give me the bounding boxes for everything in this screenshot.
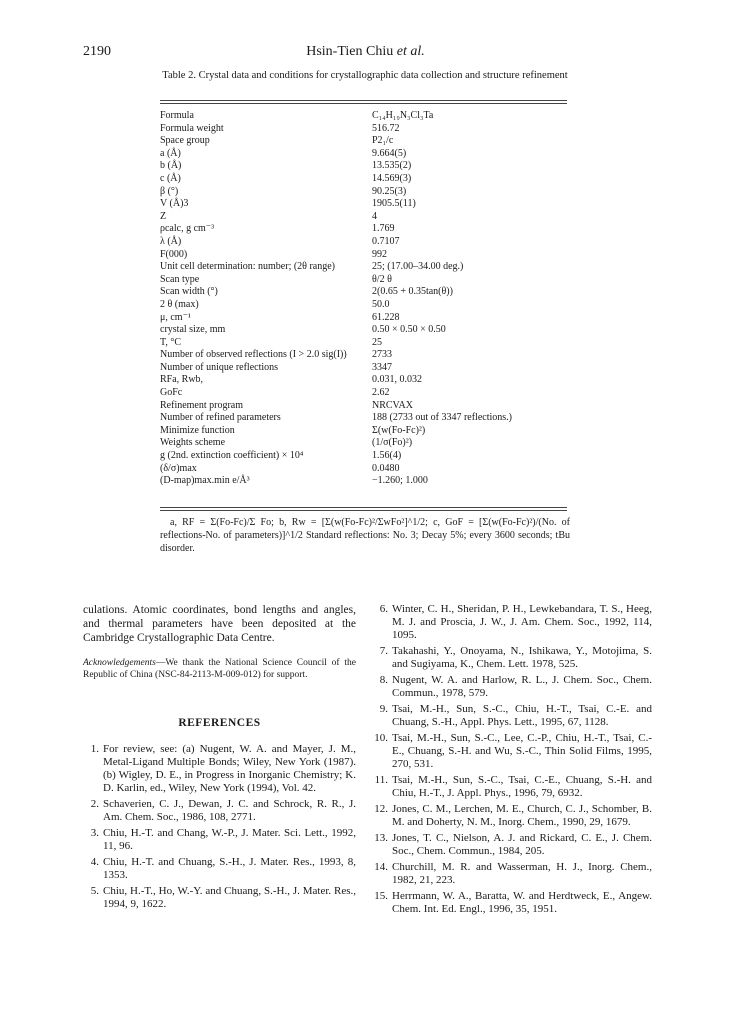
parameter-value: 9.664(5): [372, 147, 407, 159]
page-number: 2190: [83, 44, 111, 59]
parameter-label: RFa, Rwb,: [160, 374, 204, 386]
parameter-value: 14.569(3): [372, 172, 412, 184]
parameter-value: 3347: [372, 361, 392, 373]
reference-text: Jones, T. C., Nielson, A. J. and Rickard, C. E., J. Chem. Soc., Chem. Commun., 1984, 205.: [392, 832, 652, 857]
ack-text: —We thank the National Science Council of the Republic of China (NSC-84-2113-M-009-012) for support.: [83, 658, 356, 680]
crystal-data-table: [160, 110, 570, 488]
reference-number: 1.: [90, 743, 99, 755]
parameter-value: P2₁/c: [372, 135, 394, 147]
table-top-rule-2: [160, 103, 567, 104]
reference-text: Chiu, H.-T. and Chang, W.-P., J. Mater. Sci. Lett., 1992, 11, 96.: [103, 827, 356, 852]
reference-text: Herrmann, W. A., Baratta, W. and Herdtweck, E., Angew. Chem. Int. Ed. Engl., 1996, 35, 1951.: [392, 890, 652, 915]
reference-item: [370, 732, 652, 771]
reference-number: 4.: [90, 856, 99, 868]
reference-text: Chiu, H.-T., Ho, W.-Y. and Chuang, S.-H., J. Mater. Res., 1994, 9, 1622.: [103, 885, 356, 910]
parameter-value: 0.0480: [372, 462, 400, 474]
parameter-label: g (2nd. extinction coefficient) × 10⁴: [160, 450, 304, 462]
table-row: [160, 299, 570, 312]
parameter-label: b (Å): [160, 160, 182, 172]
parameter-label: Unit cell determination: number; (2θ range): [160, 261, 336, 273]
parameter-label: Minimize function: [160, 424, 235, 436]
table-row: [160, 198, 570, 211]
reference-text: Churchill, M. R. and Wasserman, H. J., Inorg. Chem., 1982, 21, 223.: [392, 861, 652, 886]
parameter-label: Scan type: [160, 273, 200, 285]
parameter-label: Z: [160, 210, 167, 222]
reference-item: [370, 645, 652, 671]
table-footnote: a, RF = Σ(Fo-Fc)/Σ Fo; b, Rw = [Σ(w(Fo-Fc)²/ΣwFo²]^1/2; c, GoF = [Σ(w(Fo-Fc)²)/(No. of reflections-No. of parameters)]^1/2 Standard reflections: No. 3; Decay 5%; every 3600 seconds; tBu disorder.: [160, 517, 570, 554]
parameter-value: 1.56(4): [372, 450, 402, 462]
reference-number: 3.: [90, 827, 99, 839]
table-caption: Table 2. Crystal data and conditions for crystallographic data collection and structure refinement: [162, 70, 568, 81]
parameter-value: 61.228: [372, 311, 400, 323]
parameter-label: crystal size, mm: [160, 324, 226, 336]
reference-text: Schaverien, C. J., Dewan, J. C. and Schrock, R. R., J. Am. Chem. Soc., 1986, 108, 2771.: [103, 798, 356, 823]
ack-label: Acknowledgements: [83, 658, 156, 668]
reference-item: [370, 703, 652, 729]
parameter-label: a (Å): [160, 147, 181, 159]
parameter-label: λ (Å): [160, 235, 182, 247]
parameter-value: 1.769: [372, 223, 395, 235]
reference-item: [370, 603, 652, 642]
reference-item: [370, 890, 652, 916]
reference-text: Tsai, M.-H., Sun, S.-C., Lee, C.-P., Chiu, H.-T., Tsai, C.-E., Chuang, S.-H. and Wu, S.-C., Thin Solid Films, 1995, 270, 531.: [392, 732, 652, 770]
table-row: [160, 437, 570, 450]
parameter-label: (D-map)max.min e/Å³: [160, 475, 250, 487]
parameter-value: −1.260; 1.000: [372, 475, 428, 487]
reference-text: Takahashi, Y., Onoyama, N., Ishikawa, Y., Motojima, S. and Sugiyama, K., Chem. Lett. 1978, 525.: [392, 645, 652, 670]
table-top-rule: [160, 100, 567, 101]
reference-item: [83, 798, 356, 824]
parameter-value: 50.0: [372, 298, 390, 310]
reference-number: 14.: [374, 861, 388, 873]
running-head-etal: et al.: [396, 44, 425, 59]
reference-item: [370, 803, 652, 829]
table-row: [160, 261, 570, 274]
table-row: [160, 223, 570, 236]
table-row: [160, 450, 570, 463]
reference-number: 5.: [90, 885, 99, 897]
table-row: [160, 475, 570, 488]
table-row: [160, 286, 570, 299]
parameter-value: 1905.5(11): [372, 198, 416, 210]
table-bottom-rule: [160, 507, 567, 508]
parameter-label: GoFc: [160, 387, 183, 399]
table-row: [160, 312, 570, 325]
parameter-value: 0.031, 0.032: [372, 374, 422, 386]
reference-text: For review, see: (a) Nugent, W. A. and Mayer, J. M., Metal-Ligand Multiple Bonds; Wiley, New York (1987). (b) Wigley, D. E., in Progress in Inorganic Chemistry; K. D. Karlin, ed., Wiley, New York (1994), Vol. 42.: [103, 743, 356, 794]
table-row: [160, 135, 570, 148]
parameter-value: 2(0.65 + 0.35tan(θ)): [372, 286, 453, 298]
reference-item: [370, 774, 652, 800]
reference-item: [83, 743, 356, 795]
parameter-label: Weights scheme: [160, 437, 226, 449]
right-column: [370, 603, 652, 919]
reference-text: Winter, C. H., Sheridan, P. H., Lewkebandara, T. S., Heeg, M. J. and Proscia, J. W., J. Am. Chem. Soc., 1992, 114, 1095.: [392, 603, 652, 641]
parameter-label: μ, cm⁻¹: [160, 311, 191, 323]
reference-text: Tsai, M.-H., Sun, S.-C., Chiu, H.-T., Tsai, C.-E. and Chuang, S.-H., Appl. Phys. Lett., 1995, 67, 1128.: [392, 703, 652, 728]
parameter-value: NRCVAX: [372, 399, 413, 411]
parameter-label: ρcalc, g cm⁻³: [160, 223, 215, 235]
parameter-label: V (Å)3: [160, 198, 189, 210]
table-row: [160, 148, 570, 161]
reference-item: [83, 885, 356, 911]
reference-number: 7.: [379, 645, 388, 657]
parameter-value: 2733: [372, 349, 392, 361]
parameter-label: Formula weight: [160, 122, 224, 134]
reference-item: [370, 861, 652, 887]
table-row: [160, 274, 570, 287]
parameter-label: Number of observed reflections (I > 2.0 sig(I)): [160, 349, 347, 361]
table-row: [160, 349, 570, 362]
references-heading: REFERENCES: [178, 717, 261, 729]
running-head-authors: Hsin-Tien Chiu: [306, 44, 397, 59]
parameter-value: 25; (17.00–34.00 deg.): [372, 261, 464, 273]
table-row: [160, 211, 570, 224]
body-paragraph: culations. Atomic coordinates, bond lengths and angles, and thermal parameters have been deposited at the Cambridge Crystallographic Data Centre.: [83, 604, 356, 644]
left-column: [83, 603, 356, 914]
reference-text: Tsai, M.-H., Sun, S.-C., Tsai, C.-E., Chuang, S.-H. and Chiu, H.-T., J. Appl. Phys., 1996, 79, 6932.: [392, 774, 652, 799]
table-row: [160, 110, 570, 123]
table-row: [160, 186, 570, 199]
parameter-value: C₁₄H₁₉N₃Cl₃Ta: [372, 110, 434, 121]
parameter-label: Number of refined parameters: [160, 412, 281, 424]
parameter-label: Formula: [160, 110, 194, 121]
acknowledgements: [83, 657, 356, 681]
reference-number: 11.: [374, 774, 388, 786]
parameter-value: 992: [372, 248, 387, 260]
parameter-label: F(000): [160, 248, 188, 260]
table-row: [160, 412, 570, 425]
reference-text: Nugent, W. A. and Harlow, R. L., J. Chem. Soc., Chem. Commun., 1978, 579.: [392, 674, 652, 699]
parameter-value: 90.25(3): [372, 185, 407, 197]
table-row: [160, 362, 570, 375]
parameter-label: Number of unique reflections: [160, 361, 279, 373]
table-row: [160, 387, 570, 400]
reference-item: [370, 674, 652, 700]
parameter-value: 2.62: [372, 387, 390, 399]
reference-number: 8.: [379, 674, 388, 686]
table-row: [160, 425, 570, 438]
reference-number: 2.: [90, 798, 99, 810]
table-row: [160, 173, 570, 186]
reference-number: 6.: [379, 603, 388, 615]
parameter-label: T, °C: [160, 336, 182, 348]
reference-item: [83, 856, 356, 882]
reference-item: [83, 827, 356, 853]
parameter-label: Refinement program: [160, 399, 244, 411]
reference-text: Chiu, H.-T. and Chuang, S.-H., J. Mater. Res., 1993, 8, 1353.: [103, 856, 356, 881]
reference-number: 12.: [374, 803, 388, 815]
parameter-label: (δ/σ)max: [160, 462, 197, 474]
reference-number: 9.: [379, 703, 388, 715]
table-row: [160, 374, 570, 387]
parameter-label: β (°): [160, 185, 179, 197]
parameter-value: Σ(w(Fo-Fc)²): [372, 424, 426, 436]
parameter-value: 0.50 × 0.50 × 0.50: [372, 324, 446, 336]
parameter-value: 188 (2733 out of 3347 reflections.): [372, 412, 512, 424]
table-row: [160, 324, 570, 337]
parameter-label: Scan width (°): [160, 286, 218, 298]
reference-text: Jones, C. M., Lerchen, M. E., Church, C. J., Schomber, B. M. and Doherty, N. M., Inorg. Chem., 1990, 29, 1679.: [392, 803, 652, 828]
parameter-value: 516.72: [372, 122, 400, 134]
parameter-label: 2 θ (max): [160, 298, 199, 310]
parameter-value: θ/2 θ: [372, 273, 392, 285]
table-row: [160, 160, 570, 173]
parameter-label: c (Å): [160, 172, 181, 184]
reference-item: [370, 832, 652, 858]
reference-number: 15.: [374, 890, 388, 902]
parameter-value: 25: [372, 336, 382, 348]
reference-number: 10.: [374, 732, 388, 744]
reference-list-right: [370, 603, 652, 916]
running-head: [0, 44, 731, 60]
reference-list-left: [83, 743, 356, 911]
table-row: [160, 236, 570, 249]
table-row: [160, 123, 570, 136]
table-row: [160, 337, 570, 350]
parameter-value: 13.535(2): [372, 160, 412, 172]
parameter-value: 0.7107: [372, 235, 400, 247]
table-row: [160, 463, 570, 476]
parameter-label: Space group: [160, 135, 210, 147]
reference-number: 13.: [374, 832, 388, 844]
table-bottom-rule-2: [160, 510, 567, 511]
parameter-value: 4: [372, 210, 377, 222]
table-row: [160, 400, 570, 413]
table-row: [160, 249, 570, 262]
parameter-value: (1/σ(Fo)²): [372, 437, 413, 449]
